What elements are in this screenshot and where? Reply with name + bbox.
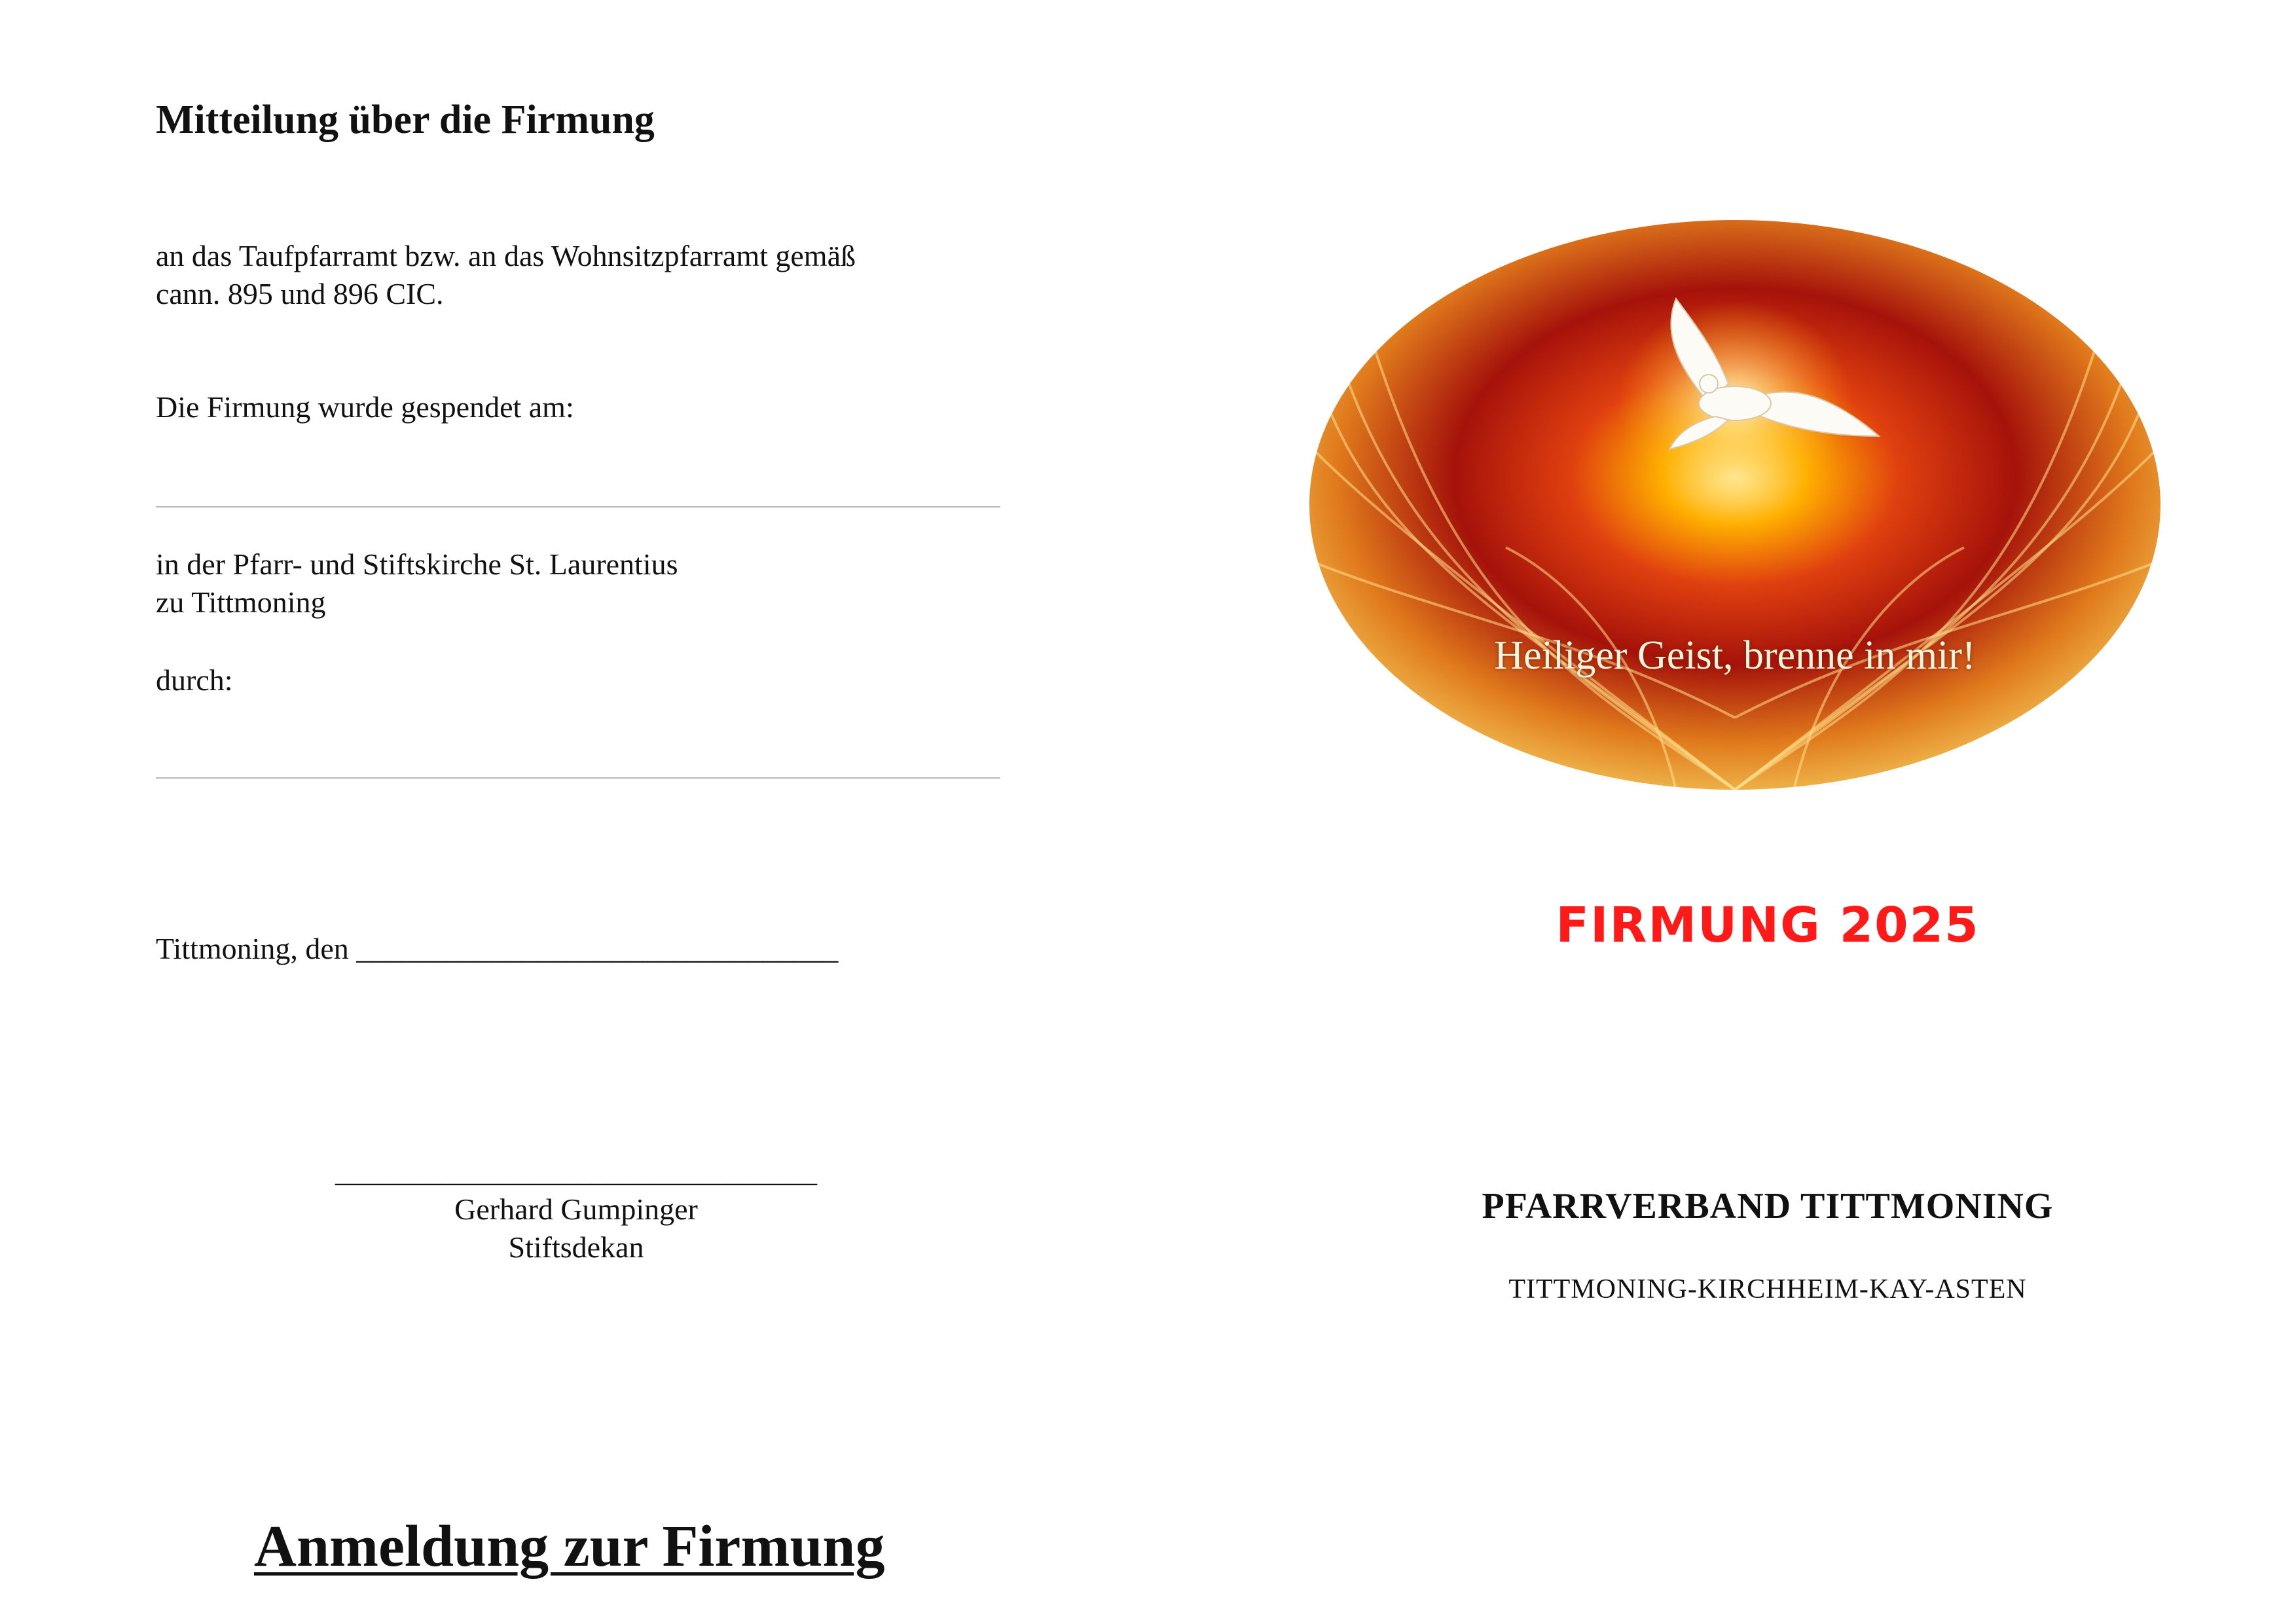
signer-name: Gerhard Gumpinger [454,1192,698,1226]
signature-line: ________________________________ [335,1154,817,1188]
signer-title: Stiftsdekan [508,1230,644,1264]
by-label: durch: [156,663,233,697]
address-text: an das Taufpfarramt bzw. an das Wohnsitzpfarramt gemäß cann. 895 und 896 CIC. [156,239,856,310]
place-date-field: Tittmoning, den ________________________________ [156,932,839,965]
date-fill-line [156,506,1000,507]
registration-title: Anmeldung zur Firmung [254,1514,885,1579]
parish-members: TITTMONING-KIRCHHEIM-KAY-ASTEN [1508,1274,2027,1304]
by-fill-line [156,777,1000,779]
holy-spirit-image [1309,220,2160,790]
dove-flame-illustration [1309,220,2160,790]
parish-name: PFARRVERBAND TITTMONING [1482,1186,2054,1227]
church-text: in der Pfarr- und Stiftskirche St. Laurentius zu Tittmoning [156,547,678,619]
image-caption: Heiliger Geist, brenne in mir! [1494,633,1976,678]
signature-block [249,1153,903,1266]
date-label: Die Firmung wurde gespendet am: [156,390,574,424]
firmung-title: FIRMUNG 2025 [1556,897,1980,953]
notice-heading: Mitteilung über die Firmung [156,98,655,142]
